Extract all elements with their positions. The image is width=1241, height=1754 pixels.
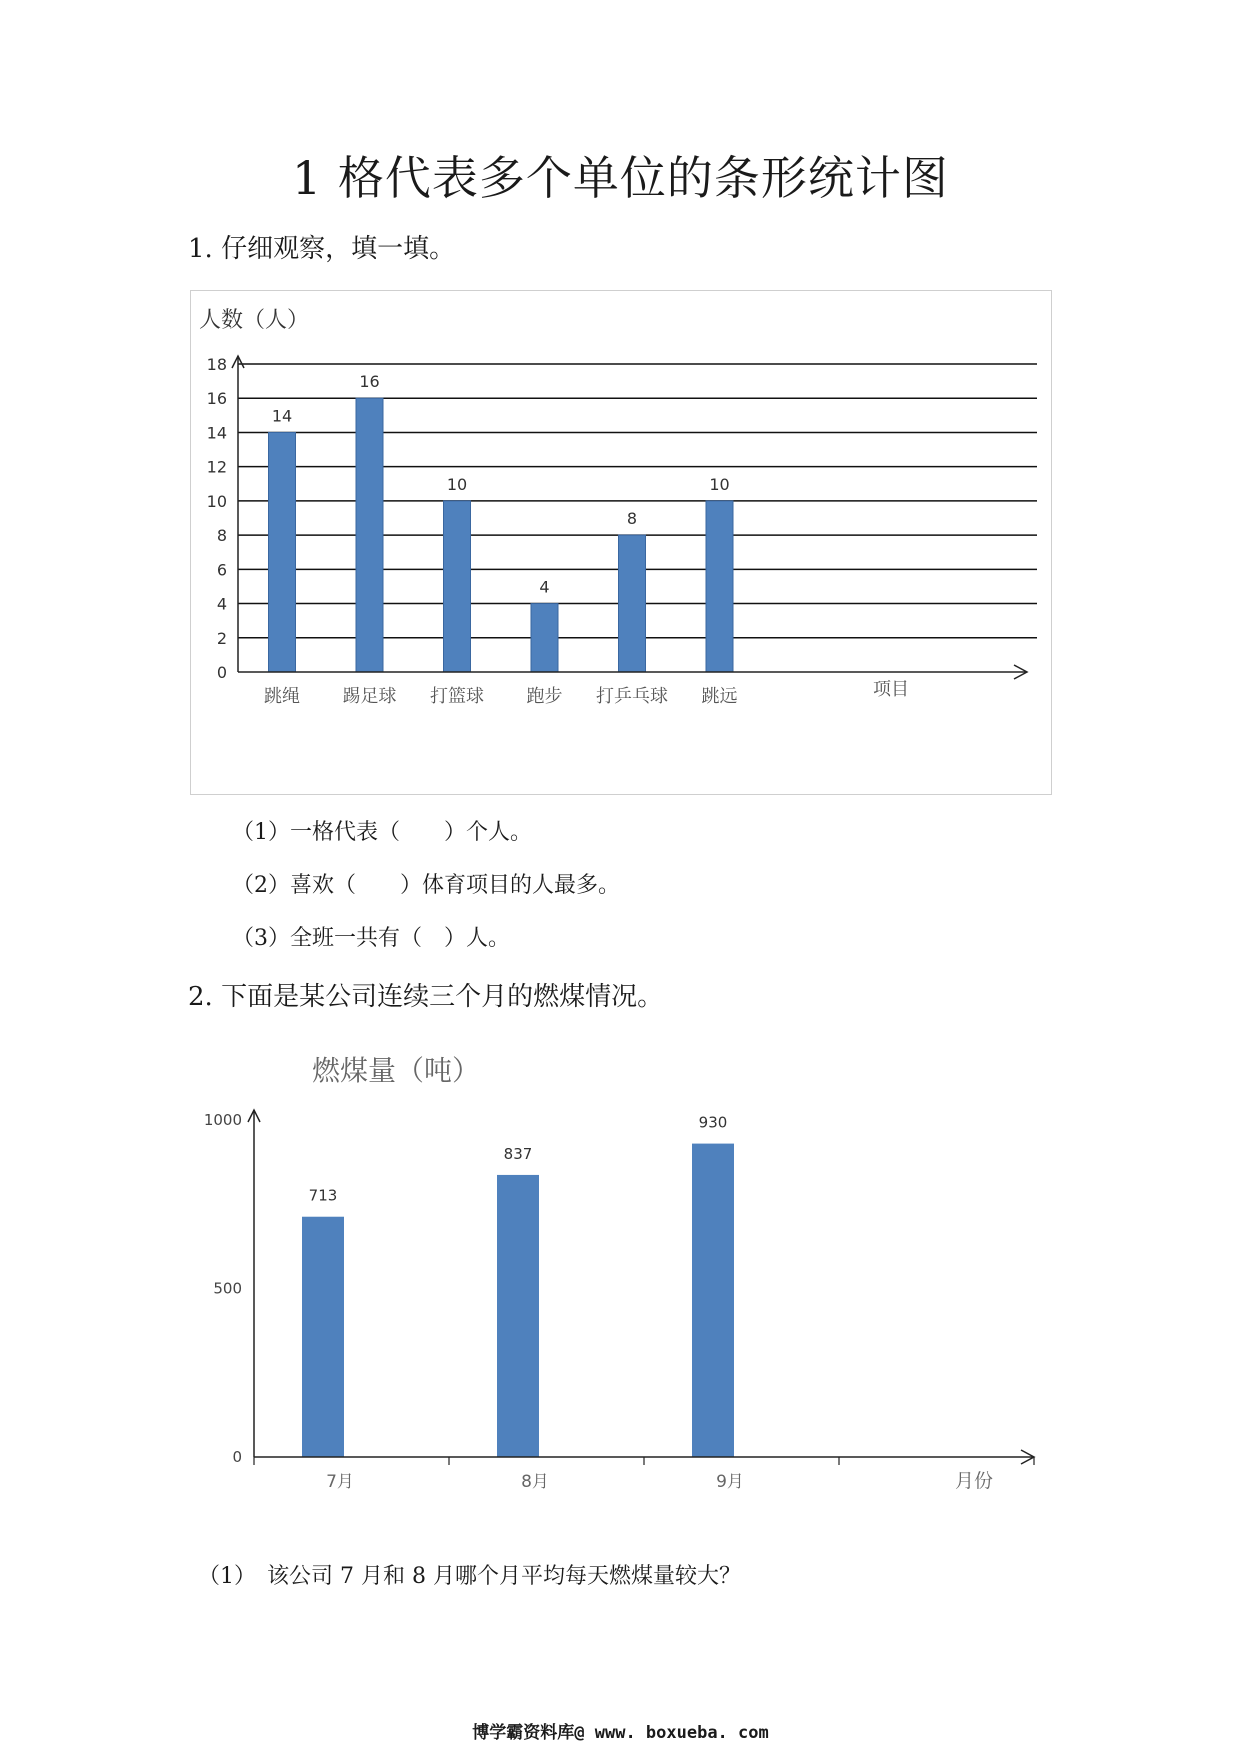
category-label: 踢足球 — [342, 686, 397, 707]
y-tick-label: 500 — [213, 1279, 242, 1298]
category-label: 跳绳 — [264, 686, 300, 707]
category-label: 打乒乓球 — [596, 686, 668, 707]
data-label: 4 — [539, 577, 550, 597]
bar — [497, 1175, 539, 1457]
x-axis-title: 项目 — [873, 679, 909, 700]
y-tick-label: 0 — [232, 1448, 242, 1466]
question-1-heading: 1. 仔细观察，填一填。 — [188, 234, 456, 264]
bar — [706, 501, 733, 672]
question-1-sub-3: （3）全班一共有（ ）人。 — [232, 926, 510, 951]
y-tick-label: 10 — [206, 491, 227, 511]
question-1-sub-2: （2）喜欢（ ）体育项目的人最多。 — [232, 873, 620, 898]
footer-watermark: 博学霸资料库@ www. boxueba. com — [472, 1723, 769, 1743]
y-tick-label: 14 — [206, 423, 227, 443]
y-tick-label: 8 — [216, 526, 227, 546]
data-label: 16 — [359, 372, 380, 392]
y-axis-title: 人数（人） — [199, 308, 310, 333]
bar — [531, 604, 558, 672]
category-label: 跳远 — [701, 686, 738, 707]
bar — [444, 501, 471, 672]
data-label: 713 — [308, 1186, 338, 1205]
data-label: 837 — [503, 1144, 533, 1163]
bar — [356, 398, 383, 672]
y-tick-label: 2 — [216, 628, 227, 648]
y-tick-label: 18 — [206, 355, 227, 374]
bar — [302, 1217, 344, 1457]
sports-bar-chart — [191, 291, 1050, 793]
category-label: 跑步 — [526, 686, 563, 707]
question-2-sub-1: （1） 该公司 7 月和 8 月哪个月平均每天燃煤量较大？ — [198, 1564, 741, 1589]
bar — [619, 535, 646, 672]
question-1-sub-1: （1）一格代表（ ）个人。 — [232, 820, 532, 845]
data-label: 8 — [626, 509, 638, 529]
chart-1-frame — [190, 290, 1052, 795]
category-label: 8月 — [521, 1472, 549, 1492]
data-label: 930 — [698, 1113, 728, 1132]
category-label: 打篮球 — [430, 686, 484, 707]
y-tick-label: 16 — [206, 389, 227, 409]
bar — [269, 432, 296, 672]
coal-bar-chart — [190, 1045, 1070, 1505]
page-title: 1 格代表多个单位的条形统计图 — [292, 151, 949, 205]
y-axis-title: 燃煤量（吨） — [312, 1054, 481, 1087]
y-tick-label: 4 — [216, 594, 227, 614]
x-axis-title: 月份 — [954, 1470, 994, 1492]
question-2-heading: 2. 下面是某公司连续三个月的燃煤情况。 — [188, 982, 664, 1012]
category-label: 9月 — [716, 1472, 744, 1492]
category-label: 7月 — [326, 1472, 354, 1492]
data-label: 10 — [446, 474, 468, 494]
data-label: 14 — [271, 406, 293, 426]
y-tick-label: 1000 — [203, 1111, 242, 1129]
y-tick-label: 6 — [216, 560, 227, 580]
data-label: 10 — [709, 474, 730, 494]
bar — [692, 1144, 734, 1457]
y-tick-label: 12 — [206, 457, 227, 477]
y-tick-label: 0 — [216, 663, 227, 682]
